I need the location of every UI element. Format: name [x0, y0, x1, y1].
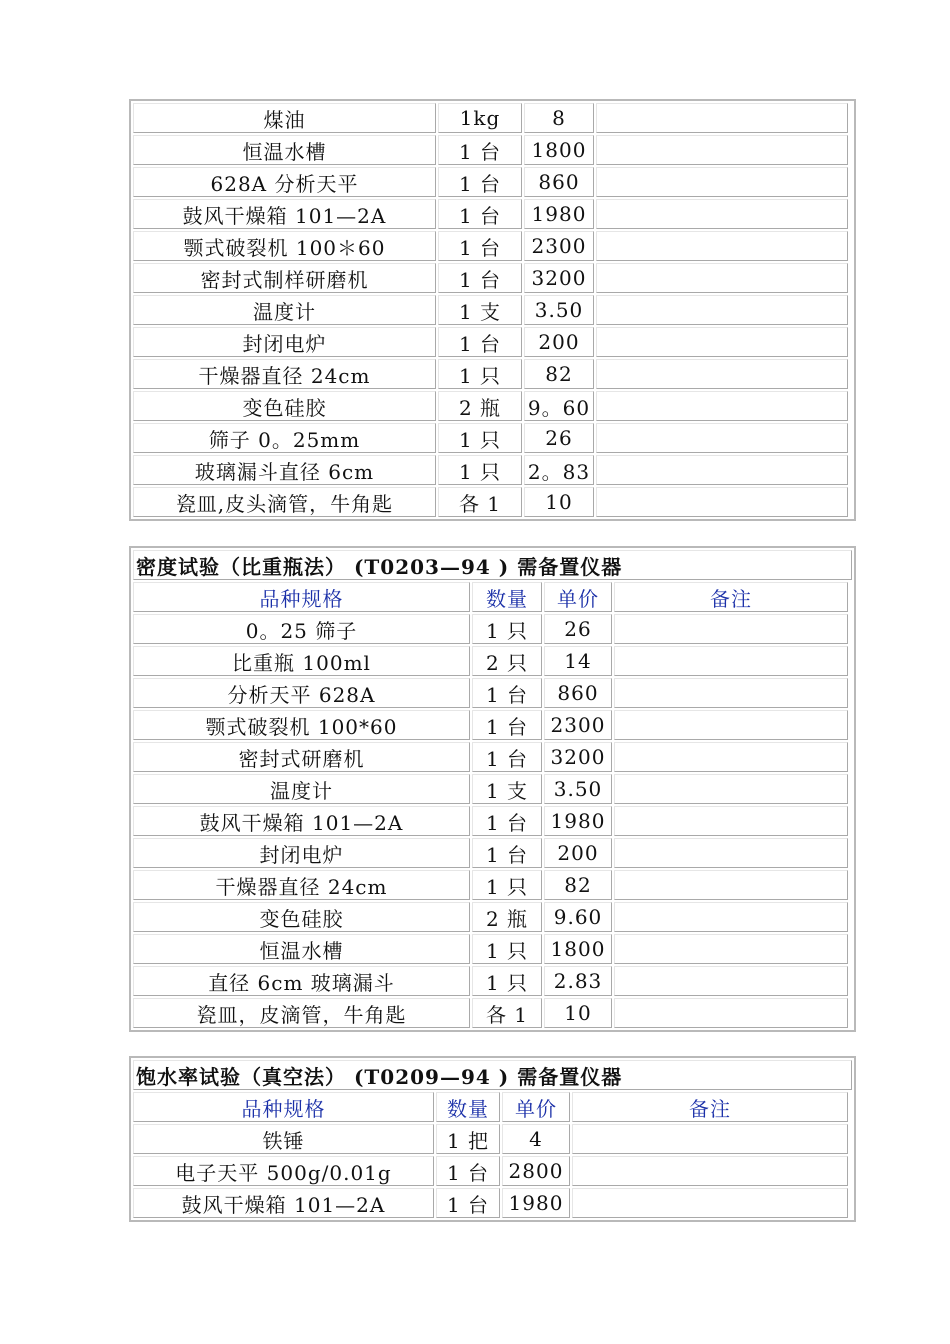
quantity-cell: 2 瓶: [438, 391, 522, 421]
spec-cell: 628A 分析天平: [133, 167, 436, 197]
unit-price-cell: 2300: [524, 231, 594, 261]
unit-price-cell: 9。60: [524, 391, 594, 421]
table-row: [133, 167, 852, 197]
quantity-cell: 1 台: [438, 167, 522, 197]
table-header-row: [133, 1092, 852, 1122]
spec-cell: 变色硅胶: [133, 902, 470, 932]
quantity-cell: 1 台: [472, 710, 542, 740]
table-title: 密度试验（比重瓶法） (T0203—94 ) 需备置仪器: [133, 550, 852, 580]
spec-cell: 颚式破裂机 100*60: [133, 710, 470, 740]
quantity-cell: 1 只: [472, 966, 542, 996]
saturation-test-equipment-table: [129, 1056, 856, 1222]
remarks-cell: [596, 231, 848, 261]
header-unit-price: 单价: [544, 582, 612, 612]
quantity-cell: 1 台: [472, 806, 542, 836]
quantity-cell: 1kg: [438, 103, 522, 133]
unit-price-cell: 1980: [502, 1188, 570, 1218]
table-row: [133, 998, 852, 1028]
table-row: [133, 1156, 852, 1186]
quantity-cell: 1 台: [438, 135, 522, 165]
table-title: 饱水率试验（真空法） (T0209—94 ) 需备置仪器: [133, 1060, 852, 1090]
quantity-cell: 1 台: [436, 1188, 500, 1218]
unit-price-cell: 2800: [502, 1156, 570, 1186]
quantity-cell: 1 只: [472, 934, 542, 964]
quantity-cell: 2 瓶: [472, 902, 542, 932]
spec-cell: 鼓风干燥箱 101—2A: [133, 199, 436, 229]
table-row: [133, 199, 852, 229]
unit-price-cell: 26: [544, 614, 612, 644]
table-row: [133, 646, 852, 676]
remarks-cell: [614, 934, 848, 964]
spec-cell: 瓷皿,皮头滴管，牛角匙: [133, 487, 436, 517]
spec-cell: 煤油: [133, 103, 436, 133]
unit-price-cell: 3.50: [524, 295, 594, 325]
table-row: [133, 678, 852, 708]
remarks-cell: [596, 359, 848, 389]
remarks-cell: [596, 103, 848, 133]
remarks-cell: [596, 199, 848, 229]
remarks-cell: [572, 1156, 848, 1186]
unit-price-cell: 1800: [544, 934, 612, 964]
unit-price-cell: 860: [544, 678, 612, 708]
quantity-cell: 1 台: [436, 1156, 500, 1186]
remarks-cell: [614, 870, 848, 900]
unit-price-cell: 10: [524, 487, 594, 517]
unit-price-cell: 14: [544, 646, 612, 676]
table-row: [133, 838, 852, 868]
quantity-cell: 1 台: [438, 231, 522, 261]
unit-price-cell: 9.60: [544, 902, 612, 932]
remarks-cell: [572, 1124, 848, 1154]
table-row: [133, 966, 852, 996]
remarks-cell: [614, 998, 848, 1028]
spec-cell: 电子天平 500g/0.01g: [133, 1156, 434, 1186]
quantity-cell: 1 支: [438, 295, 522, 325]
quantity-cell: 1 台: [438, 199, 522, 229]
spec-cell: 筛子 0。25mm: [133, 423, 436, 453]
quantity-cell: 1 只: [438, 423, 522, 453]
unit-price-cell: 200: [524, 327, 594, 357]
unit-price-cell: 26: [524, 423, 594, 453]
remarks-cell: [614, 966, 848, 996]
spec-cell: 瓷皿，皮滴管，牛角匙: [133, 998, 470, 1028]
unit-price-cell: 860: [524, 167, 594, 197]
quantity-cell: 1 只: [472, 614, 542, 644]
unit-price-cell: 2.83: [544, 966, 612, 996]
table-row: [133, 103, 852, 133]
spec-cell: 铁锤: [133, 1124, 434, 1154]
unit-price-cell: 2300: [544, 710, 612, 740]
header-remarks: 备注: [614, 582, 848, 612]
table-title-row: [133, 1060, 852, 1090]
equipment-table-continued: [129, 99, 856, 521]
header-remarks: 备注: [572, 1092, 848, 1122]
header-spec: 品种规格: [133, 582, 470, 612]
spec-cell: 直径 6cm 玻璃漏斗: [133, 966, 470, 996]
unit-price-cell: 2。83: [524, 455, 594, 485]
remarks-cell: [614, 902, 848, 932]
spec-cell: 密封式制样研磨机: [133, 263, 436, 293]
quantity-cell: 1 只: [438, 359, 522, 389]
quantity-cell: 各 1: [438, 487, 522, 517]
spec-cell: 0。25 筛子: [133, 614, 470, 644]
spec-cell: 封闭电炉: [133, 838, 470, 868]
remarks-cell: [596, 295, 848, 325]
spec-cell: 鼓风干燥箱 101—2A: [133, 806, 470, 836]
remarks-cell: [614, 742, 848, 772]
remarks-cell: [572, 1188, 848, 1218]
remarks-cell: [596, 135, 848, 165]
spec-cell: 变色硅胶: [133, 391, 436, 421]
table-row: [133, 455, 852, 485]
remarks-cell: [596, 167, 848, 197]
table-row: [133, 934, 852, 964]
table-row: [133, 231, 852, 261]
unit-price-cell: 1980: [524, 199, 594, 229]
table-row: [133, 327, 852, 357]
table-row: [133, 423, 852, 453]
spec-cell: 温度计: [133, 295, 436, 325]
table-row: [133, 710, 852, 740]
remarks-cell: [596, 391, 848, 421]
remarks-cell: [614, 678, 848, 708]
remarks-cell: [614, 838, 848, 868]
table-row: [133, 487, 852, 517]
spec-cell: 温度计: [133, 774, 470, 804]
remarks-cell: [614, 806, 848, 836]
table-row: [133, 1124, 852, 1154]
quantity-cell: 1 台: [438, 327, 522, 357]
header-spec: 品种规格: [133, 1092, 434, 1122]
table-row: [133, 870, 852, 900]
quantity-cell: 2 只: [472, 646, 542, 676]
unit-price-cell: 10: [544, 998, 612, 1028]
header-quantity: 数量: [472, 582, 542, 612]
unit-price-cell: 200: [544, 838, 612, 868]
density-test-equipment-table: [129, 546, 856, 1032]
quantity-cell: 1 台: [472, 678, 542, 708]
header-unit-price: 单价: [502, 1092, 570, 1122]
table-row: [133, 135, 852, 165]
unit-price-cell: 1980: [544, 806, 612, 836]
table-row: [133, 742, 852, 772]
quantity-cell: 1 把: [436, 1124, 500, 1154]
quantity-cell: 各 1: [472, 998, 542, 1028]
table-row: [133, 391, 852, 421]
unit-price-cell: 3200: [544, 742, 612, 772]
quantity-cell: 1 台: [472, 742, 542, 772]
remarks-cell: [596, 263, 848, 293]
unit-price-cell: 82: [544, 870, 612, 900]
table-row: [133, 614, 852, 644]
remarks-cell: [614, 646, 848, 676]
quantity-cell: 1 支: [472, 774, 542, 804]
unit-price-cell: 3.50: [544, 774, 612, 804]
spec-cell: 封闭电炉: [133, 327, 436, 357]
spec-cell: 鼓风干燥箱 101—2A: [133, 1188, 434, 1218]
remarks-cell: [614, 774, 848, 804]
remarks-cell: [614, 710, 848, 740]
table-row: [133, 902, 852, 932]
remarks-cell: [596, 327, 848, 357]
unit-price-cell: 82: [524, 359, 594, 389]
quantity-cell: 1 只: [438, 455, 522, 485]
unit-price-cell: 3200: [524, 263, 594, 293]
unit-price-cell: 8: [524, 103, 594, 133]
header-quantity: 数量: [436, 1092, 500, 1122]
spec-cell: 干燥器直径 24cm: [133, 359, 436, 389]
spec-cell: 玻璃漏斗直径 6cm: [133, 455, 436, 485]
spec-cell: 比重瓶 100ml: [133, 646, 470, 676]
table-row: [133, 806, 852, 836]
unit-price-cell: 4: [502, 1124, 570, 1154]
spec-cell: 颚式破裂机 100＊60: [133, 231, 436, 261]
spec-cell: 恒温水槽: [133, 934, 470, 964]
spec-cell: 恒温水槽: [133, 135, 436, 165]
spec-cell: 分析天平 628A: [133, 678, 470, 708]
remarks-cell: [596, 423, 848, 453]
table-row: [133, 774, 852, 804]
spec-cell: 密封式研磨机: [133, 742, 470, 772]
remarks-cell: [596, 455, 848, 485]
remarks-cell: [596, 487, 848, 517]
remarks-cell: [614, 614, 848, 644]
quantity-cell: 1 只: [472, 870, 542, 900]
table-header-row: [133, 582, 852, 612]
table-title-row: [133, 550, 852, 580]
quantity-cell: 1 台: [438, 263, 522, 293]
table-row: [133, 359, 852, 389]
table-row: [133, 1188, 852, 1218]
unit-price-cell: 1800: [524, 135, 594, 165]
spec-cell: 干燥器直径 24cm: [133, 870, 470, 900]
quantity-cell: 1 台: [472, 838, 542, 868]
table-row: [133, 263, 852, 293]
table-row: [133, 295, 852, 325]
